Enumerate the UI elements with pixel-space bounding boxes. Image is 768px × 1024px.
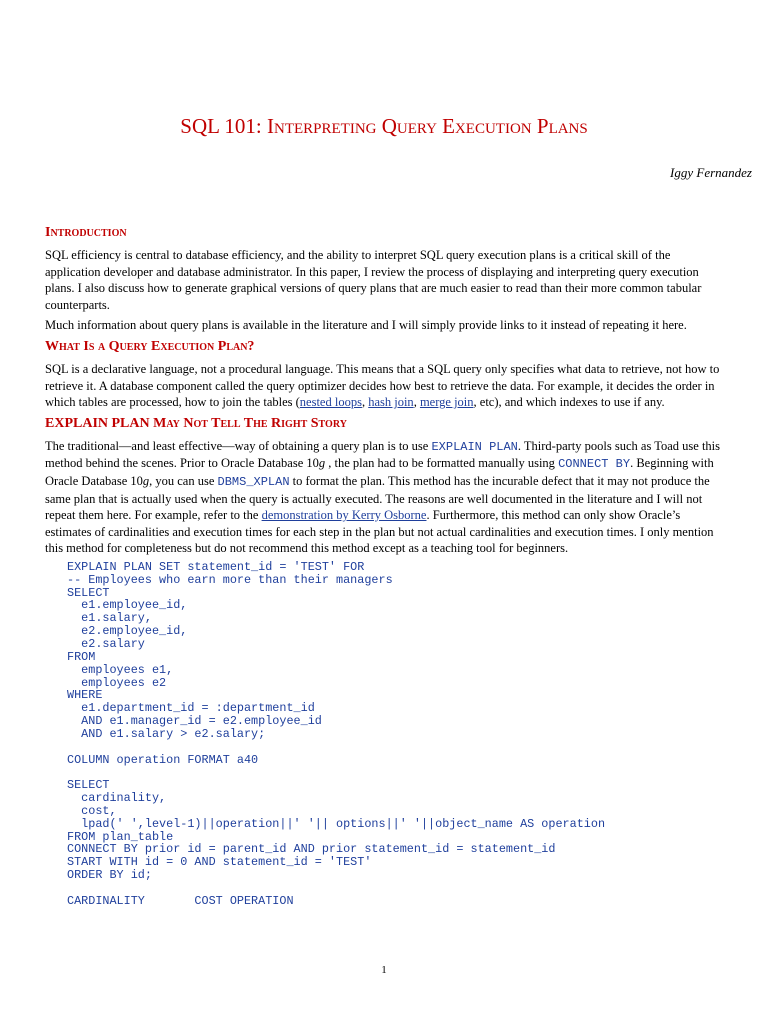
heading-introduction: Introduction [45, 225, 127, 240]
explain-text: . Third-party pools such as Toad use this method behind the scenes. Prior to Oracle Database 10 [45, 438, 721, 471]
heading-explain-plan: EXPLAIN PLAN May Not Tell The Right Story [45, 415, 347, 431]
document-title: SQL 101: Interpreting Query Execution Plans [180, 114, 588, 138]
intro-paragraph-2: Much information about query plans is available in the literature and I will simply provide links to it instead of repeating it here. [45, 318, 687, 333]
sep: , [361, 395, 369, 410]
inline-code-connect-by: CONNECT BY [558, 457, 631, 472]
sep: , [413, 395, 420, 410]
inline-code-dbms-xplan: DBMS_XPLAN [217, 474, 290, 489]
page-number: 1 [381, 964, 387, 976]
link-hash-join[interactable]: hash join [368, 395, 414, 410]
link-merge-join[interactable]: merge join [419, 395, 474, 410]
explain-text: to format the plan. This method has the incurable defect that it may not produce the same plan that is actually used when the query is actually executed. The reasons are well documented in the literature and I will not repeat them here. For example, refer to the [45, 473, 710, 523]
author-name: Iggy Fernandez [670, 165, 752, 180]
explain-text: . Furthermore, this method can only show Oracle’s estimates of cardinalities and execution times for each step in the plan but not actual cardinalities and execution times. I only mention this method for completeness but do not recommend this method except as a teaching tool for beginners. [45, 508, 714, 556]
explain-text: , the plan had to be formatted manually using [325, 456, 559, 471]
inline-code-explain-plan: EXPLAIN PLAN [431, 439, 518, 454]
explain-text: The traditional—and least effective—way of obtaining a query plan is to use [45, 438, 432, 453]
sql-code-block: EXPLAIN PLAN SET statement_id = 'TEST' FOR -- Employees who earn more than their managers SELECT e1.employee_id, e1.salary, e2.employee_id, e2.salary FROM employees e1, employees e2 WHERE e1.department_id = :department_id AND e1.manager_id = e2.employee_id AND e1.salary > e2.salary; COLUMN operation FORMAT a40 SELECT cardinality, cost, lpad(' ',level-1)||operation||' '|| options||' '||object_name AS operation FROM plan_table CONNECT BY prior id = parent_id AND prior statement_id = statement_id START WITH id = 0 AND statement_id = 'TEST' ORDER BY id; CARDINALITY COST OPERATION [67, 559, 606, 908]
explain-paragraph [45, 438, 721, 557]
explain-text: , you can use [149, 473, 218, 488]
heading-what-is-plan: What Is a Query Execution Plan? [45, 338, 255, 354]
version-suffix: g [318, 456, 326, 471]
explain-text: . Beginning with Oracle Database 10 [45, 456, 714, 488]
link-nested-loops[interactable]: nested loops [299, 395, 362, 410]
link-demonstration[interactable]: demonstration by Kerry Osborne [261, 508, 427, 523]
what-text-a: SQL is a declarative language, not a procedural language. This means that a SQL query only specifies what data to retrieve, not how to retrieve it. A database component called the query optimizer decides how best to retrieve the data. For example, it decides the order in which tables are processed, how to join the tables ( [45, 361, 720, 410]
what-paragraph [45, 361, 721, 411]
intro-paragraph-1: SQL efficiency is central to database efficiency, and the ability to interpret SQL query execution plans is a critical skill of the application developer and database administrator. In this paper, I review the process of displaying and interpreting query execution plans. I also discuss how to generate graphical versions of query plans that are much easier to read than their more common tabular counterparts. [45, 248, 702, 312]
document-body [45, 224, 721, 908]
version-suffix: g [142, 473, 150, 488]
what-text-b: , etc), and which indexes to use if any. [473, 395, 665, 410]
